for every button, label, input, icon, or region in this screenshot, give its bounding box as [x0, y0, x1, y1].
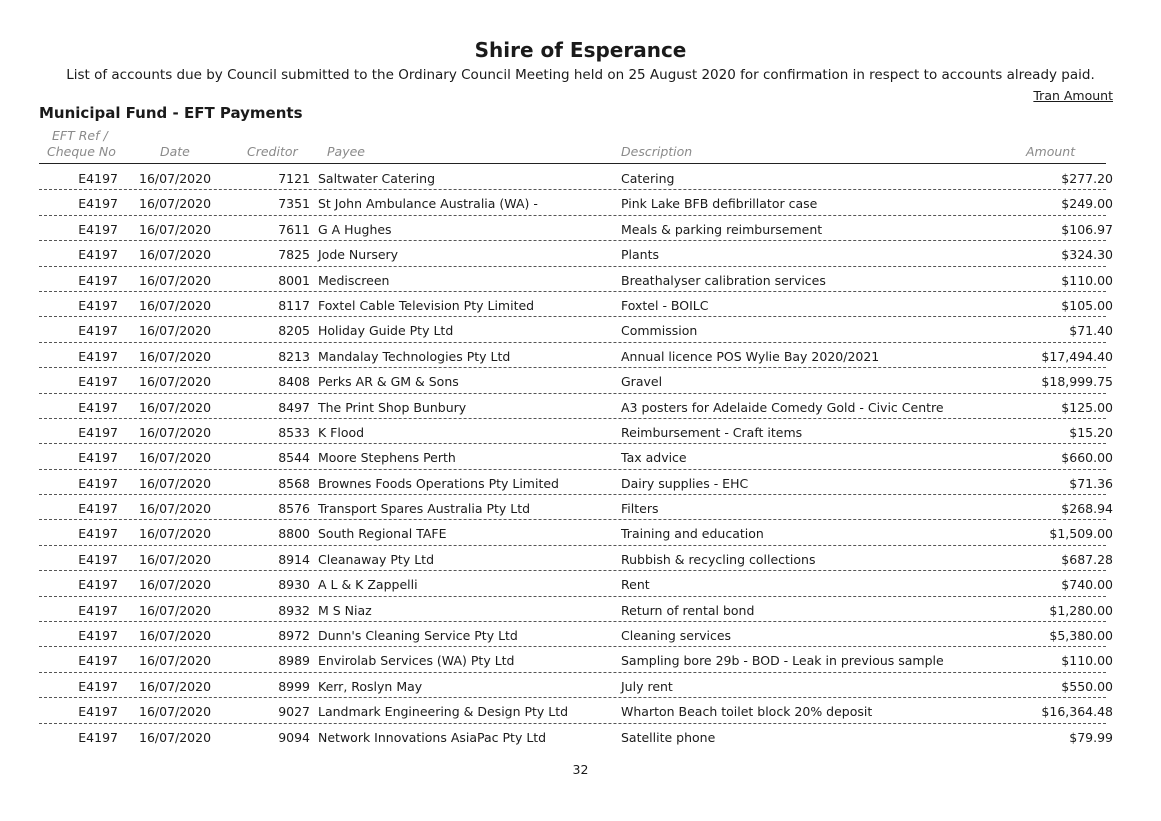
eft-ref-cell: E4197 [78, 653, 118, 669]
date-cell: 16/07/2020 [139, 399, 212, 415]
date-cell: 16/07/2020 [139, 475, 212, 491]
date-cell: 16/07/2020 [139, 653, 212, 669]
table-row [0, 241, 1161, 266]
amount-cell: $17,494.40 [1041, 348, 1113, 364]
amount-cell: $15.20 [1069, 424, 1113, 440]
eft-ref-cell: E4197 [78, 399, 118, 415]
payee-cell: Foxtel Cable Television Pty Limited [318, 297, 535, 313]
description-cell: Pink Lake BFB defibrillator case [621, 196, 818, 212]
table-row [0, 368, 1161, 393]
date-cell: 16/07/2020 [139, 348, 212, 364]
table-row [0, 165, 1161, 190]
table-row [0, 317, 1161, 342]
payee-cell: Kerr, Roslyn May [318, 678, 423, 694]
payee-cell: Dunn's Cleaning Service Pty Ltd [318, 628, 518, 644]
description-cell: Filters [621, 501, 659, 517]
header-creditor: Creditor [247, 144, 298, 159]
table-row [0, 571, 1161, 596]
table-row [0, 267, 1161, 292]
amount-cell: $79.99 [1069, 729, 1113, 745]
date-cell: 16/07/2020 [139, 297, 212, 313]
description-cell: Return of rental bond [621, 602, 755, 618]
eft-ref-cell: E4197 [78, 678, 118, 694]
date-cell: 16/07/2020 [139, 678, 212, 694]
date-cell: 16/07/2020 [139, 526, 212, 542]
eft-ref-cell: E4197 [78, 475, 118, 491]
creditor-cell: 8213 [278, 348, 310, 364]
description-cell: Meals & parking reimbursement [621, 221, 823, 237]
description-cell: Annual licence POS Wylie Bay 2020/2021 [621, 348, 880, 364]
creditor-cell: 8544 [278, 450, 310, 466]
eft-ref-cell: E4197 [78, 628, 118, 644]
amount-cell: $740.00 [1061, 577, 1113, 593]
amount-cell: $105.00 [1061, 297, 1113, 313]
table-row [0, 622, 1161, 647]
eft-ref-cell: E4197 [78, 323, 118, 339]
date-cell: 16/07/2020 [139, 729, 212, 745]
eft-ref-cell: E4197 [78, 247, 118, 263]
date-cell: 16/07/2020 [139, 221, 212, 237]
header-cheque-no: Cheque No [47, 144, 116, 159]
payee-cell: Envirolab Services (WA) Pty Ltd [318, 653, 515, 669]
table-row [0, 216, 1161, 241]
eft-ref-cell: E4197 [78, 704, 118, 720]
eft-ref-cell: E4197 [78, 171, 118, 186]
payee-cell: M S Niaz [318, 602, 372, 618]
creditor-cell: 9027 [278, 704, 310, 720]
creditor-cell: 8408 [278, 374, 310, 390]
payee-cell: Network Innovations AsiaPac Pty Ltd [318, 729, 547, 745]
eft-ref-cell: E4197 [78, 577, 118, 593]
payee-cell: Mediscreen [318, 272, 390, 288]
table-row [0, 394, 1161, 419]
date-cell: 16/07/2020 [139, 577, 212, 593]
amount-cell: $550.00 [1061, 678, 1113, 694]
payee-cell: Cleanaway Pty Ltd [318, 551, 434, 567]
eft-ref-cell: E4197 [78, 272, 118, 288]
date-cell: 16/07/2020 [139, 272, 212, 288]
payee-cell: Landmark Engineering & Design Pty Ltd [318, 704, 569, 720]
amount-cell: $106.97 [1061, 221, 1113, 237]
amount-cell: $324.30 [1061, 247, 1113, 263]
creditor-cell: 8568 [278, 475, 310, 491]
table-row [0, 673, 1161, 698]
description-cell: Tax advice [621, 450, 687, 466]
creditor-cell: 7121 [278, 171, 310, 186]
creditor-cell: 8497 [278, 399, 310, 415]
date-cell: 16/07/2020 [139, 424, 212, 440]
description-cell: Plants [621, 247, 660, 263]
eft-ref-cell: E4197 [78, 729, 118, 745]
eft-ref-cell: E4197 [78, 526, 118, 542]
section-title: Municipal Fund - EFT Payments [39, 104, 303, 122]
table-row [0, 520, 1161, 545]
description-cell: Dairy supplies - EHC [621, 475, 749, 491]
payee-cell: The Print Shop Bunbury [318, 399, 467, 415]
tran-amount-label: Tran Amount [1033, 88, 1113, 103]
description-cell: Wharton Beach toilet block 20% deposit [621, 704, 873, 720]
header-date: Date [160, 144, 190, 159]
date-cell: 16/07/2020 [139, 704, 212, 720]
table-row [0, 190, 1161, 215]
description-cell: Commission [621, 323, 698, 339]
creditor-cell: 9094 [278, 729, 310, 745]
eft-ref-cell: E4197 [78, 424, 118, 440]
amount-cell: $1,509.00 [1049, 526, 1113, 542]
table-row [0, 647, 1161, 672]
table-row [0, 597, 1161, 622]
creditor-cell: 8932 [278, 602, 310, 618]
date-cell: 16/07/2020 [139, 551, 212, 567]
eft-ref-cell: E4197 [78, 221, 118, 237]
description-cell: Sampling bore 29b - BOD - Leak in previous sample [621, 653, 944, 669]
description-cell: July rent [621, 678, 673, 694]
creditor-cell: 7825 [278, 247, 310, 263]
eft-ref-cell: E4197 [78, 450, 118, 466]
date-cell: 16/07/2020 [139, 374, 212, 390]
creditor-cell: 8972 [278, 628, 310, 644]
table-row [0, 292, 1161, 317]
amount-cell: $110.00 [1061, 653, 1113, 669]
description-cell: Cleaning services [621, 628, 732, 644]
amount-cell: $5,380.00 [1049, 628, 1113, 644]
payee-cell: Jode Nursery [318, 247, 399, 263]
creditor-cell: 8999 [278, 678, 310, 694]
creditor-cell: 8989 [278, 653, 310, 669]
table-row [0, 419, 1161, 444]
page-number: 32 [572, 762, 589, 777]
creditor-cell: 8930 [278, 577, 310, 593]
table-row [0, 724, 1161, 749]
payee-cell: K Flood [318, 424, 365, 440]
creditor-cell: 7351 [278, 196, 310, 212]
amount-cell: $16,364.48 [1041, 704, 1113, 720]
description-cell: Training and education [621, 526, 764, 542]
date-cell: 16/07/2020 [139, 602, 212, 618]
creditor-cell: 8205 [278, 323, 310, 339]
amount-cell: $268.94 [1061, 501, 1113, 517]
description-cell: Rent [621, 577, 650, 593]
date-cell: 16/07/2020 [139, 171, 212, 186]
eft-ref-cell: E4197 [78, 348, 118, 364]
date-cell: 16/07/2020 [139, 196, 212, 212]
description-cell: Rubbish & recycling collections [621, 551, 816, 567]
page-title: Shire of Esperance [474, 38, 687, 62]
payee-cell: Perks AR & GM & Sons [318, 374, 459, 390]
amount-cell: $110.00 [1061, 272, 1113, 288]
eft-ref-cell: E4197 [78, 196, 118, 212]
amount-cell: $249.00 [1061, 196, 1113, 212]
amount-cell: $277.20 [1061, 171, 1113, 186]
header-amount: Amount [1026, 144, 1076, 159]
table-row [0, 546, 1161, 571]
eft-ref-cell: E4197 [78, 602, 118, 618]
description-cell: Breathalyser calibration services [621, 272, 826, 288]
table-row [0, 470, 1161, 495]
eft-ref-cell: E4197 [78, 297, 118, 313]
eft-ref-cell: E4197 [78, 551, 118, 567]
header-description: Description [621, 144, 693, 159]
payee-cell: South Regional TAFE [318, 526, 447, 542]
amount-cell: $71.40 [1069, 323, 1113, 339]
date-cell: 16/07/2020 [139, 450, 212, 466]
payee-cell: Saltwater Catering [318, 171, 436, 186]
payee-cell: A L & K Zappelli [318, 577, 418, 593]
description-cell: A3 posters for Adelaide Comedy Gold - Civic Centre [621, 399, 944, 415]
date-cell: 16/07/2020 [139, 501, 212, 517]
creditor-cell: 7611 [278, 221, 310, 237]
payee-cell: Transport Spares Australia Pty Ltd [318, 501, 531, 517]
table-row [0, 343, 1161, 368]
amount-cell: $687.28 [1061, 551, 1113, 567]
amount-cell: $660.00 [1061, 450, 1113, 466]
date-cell: 16/07/2020 [139, 247, 212, 263]
date-cell: 16/07/2020 [139, 628, 212, 644]
payee-cell: Moore Stephens Perth [318, 450, 456, 466]
payee-cell: G A Hughes [318, 221, 392, 237]
page-subtitle: List of accounts due by Council submitted to the Ordinary Council Meeting held on 25 August 2020 for confirmation in respect to accounts already paid. [66, 67, 1095, 83]
description-cell: Satellite phone [621, 729, 716, 745]
description-cell: Foxtel - BOILC [621, 297, 709, 313]
creditor-cell: 8533 [278, 424, 310, 440]
header-eft-ref: EFT Ref / [52, 128, 108, 143]
table-row [0, 444, 1161, 469]
description-cell: Catering [621, 171, 675, 186]
amount-cell: $1,280.00 [1049, 602, 1113, 618]
table-row [0, 495, 1161, 520]
amount-cell: $125.00 [1061, 399, 1113, 415]
creditor-cell: 8914 [278, 551, 310, 567]
date-cell: 16/07/2020 [139, 323, 212, 339]
payee-cell: Brownes Foods Operations Pty Limited [318, 475, 559, 491]
payee-cell: St John Ambulance Australia (WA) - [318, 196, 538, 212]
amount-cell: $71.36 [1069, 475, 1113, 491]
creditor-cell: 8800 [278, 526, 310, 542]
creditor-cell: 8117 [278, 297, 310, 313]
amount-cell: $18,999.75 [1041, 374, 1113, 390]
table-row [0, 698, 1161, 723]
payee-cell: Holiday Guide Pty Ltd [318, 323, 454, 339]
eft-ref-cell: E4197 [78, 374, 118, 390]
description-cell: Gravel [621, 374, 663, 390]
eft-ref-cell: E4197 [78, 501, 118, 517]
payee-cell: Mandalay Technologies Pty Ltd [318, 348, 511, 364]
description-cell: Reimbursement - Craft items [621, 424, 803, 440]
header-payee: Payee [327, 144, 365, 159]
payments-table [0, 165, 1161, 749]
creditor-cell: 8001 [278, 272, 310, 288]
creditor-cell: 8576 [278, 501, 310, 517]
header-divider [39, 163, 1106, 164]
